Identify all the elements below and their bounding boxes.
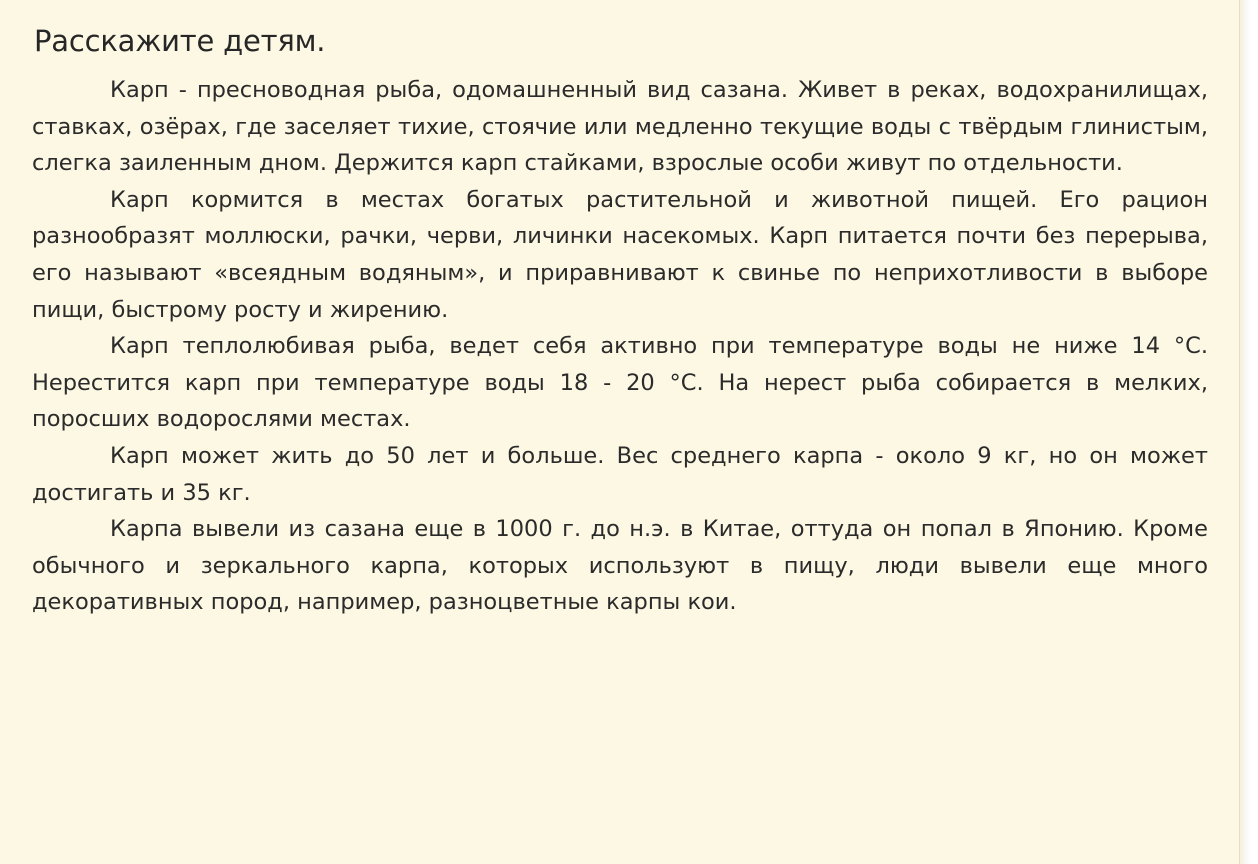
paragraph-temperature: Карп теплолюбивая рыба, ведет себя активно при температуре воды не ниже 14 °С. Нерестится карп при температуре воды 18 - 20 °С. На нерест рыба собирается в мелких, поросших водорослями местах. (32, 333, 1208, 433)
body-text (32, 72, 1208, 621)
page-title: Расскажите детям. (34, 24, 326, 58)
paragraph-diet: Карп кормится в местах богатых растительной и животной пищей. Его рацион разнообразят моллюски, рачки, черви, личинки насекомых. Карп питается почти без перерыва, его называют «всеядным водяным», и приравнивают к свинье по неприхотливости в выборе пищи, быстрому росту и жирению. (32, 186, 1208, 323)
paragraph-history: Карпа вывели из сазана еще в 1000 г. до н.э. в Китае, оттуда он попал в Японию. Кроме обычного и зеркального карпа, которых используют в пищу, люди вывели еще много декоративных пород, например, разноцветные карпы кои. (32, 516, 1208, 616)
page-edge (1240, 0, 1258, 864)
paragraph-habitat: Карп - пресноводная рыба, одомашненный вид сазана. Живет в реках, водохранилищах, ставках, озёрах, где заселяет тихие, стоячие или медленно текущие воды с твёрдым глинистым, слегка заиленным дном. Держится карп стайками, взрослые особи живут по отдельности. (32, 77, 1208, 177)
paragraph-lifespan: Карп может жить до 50 лет и больше. Вес среднего карпа - около 9 кг, но он может достигать и 35 кг. (32, 442, 1208, 506)
